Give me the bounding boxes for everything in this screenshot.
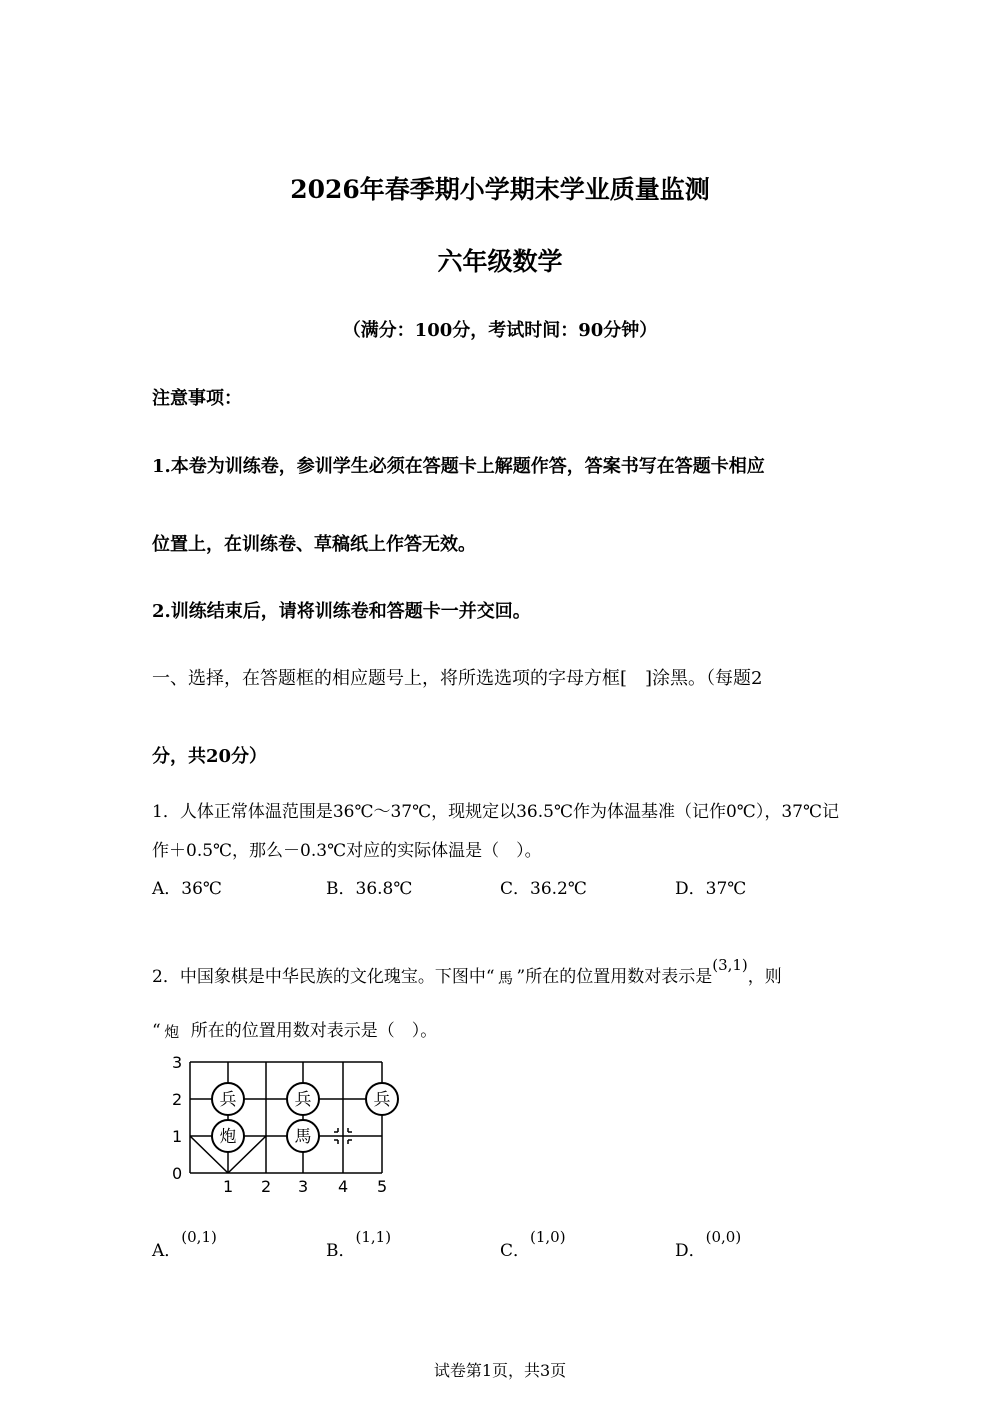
y-label-2: 2 xyxy=(172,1090,183,1109)
question-1-option-b: B．36.8℃ xyxy=(326,879,413,899)
x-label-2: 2 xyxy=(261,1177,272,1196)
section-1-instructions-line-2: 分，共20分） xyxy=(152,746,268,767)
svg-text:兵: 兵 xyxy=(294,1090,312,1110)
svg-text:馬: 馬 xyxy=(294,1127,312,1147)
svg-text:炮: 炮 xyxy=(219,1127,237,1147)
horse-coordinate: (3,1) xyxy=(712,956,748,974)
piece-cannon xyxy=(212,1120,244,1152)
question-2-option-d: D．(0,0) xyxy=(675,1228,742,1261)
x-label-3: 3 xyxy=(298,1177,309,1196)
svg-text:兵: 兵 xyxy=(219,1090,237,1110)
exam-subtitle: 六年级数学 xyxy=(437,247,563,276)
piece-soldier-1 xyxy=(212,1083,244,1115)
horse-piece-inline: 馬 xyxy=(498,968,514,987)
cannon-piece-inline: 炮 xyxy=(164,1022,180,1041)
y-label-0: 0 xyxy=(172,1164,183,1183)
svg-text:兵: 兵 xyxy=(373,1090,391,1110)
piece-soldier-2 xyxy=(287,1083,319,1115)
question-2-option-b: B．(1,1) xyxy=(326,1228,392,1261)
question-1-line-2: 作＋0.5℃，那么－0.3℃对应的实际体温是（ ）。 xyxy=(152,841,542,861)
x-label-1: 1 xyxy=(223,1177,234,1196)
question-2-line-1: 2．中国象棋是中华民族的文化瑰宝。下图中“ 馬 ”所在的位置用数对表示是(3,1)，则 xyxy=(152,956,782,987)
piece-horse xyxy=(287,1120,319,1152)
question-2-option-c: C．(1,0) xyxy=(500,1228,566,1261)
notice-heading: 注意事项： xyxy=(152,388,242,409)
question-1-line-1: 1．人体正常体温范围是36℃～37℃，现规定以36.5℃作为体温基准（记作0℃），37℃记 xyxy=(152,802,839,822)
x-label-5: 5 xyxy=(377,1177,388,1196)
x-label-4: 4 xyxy=(338,1177,349,1196)
question-1-option-a: A．36℃ xyxy=(152,879,222,899)
notice-item-2: 2.训练结束后，请将训练卷和答题卡一并交回。 xyxy=(152,601,531,622)
section-1-instructions-line-1: 一、选择，在答题框的相应题号上，将所选选项的字母方框[ ]涂黑。（每题2 xyxy=(152,668,763,689)
question-1-option-c: C．36.2℃ xyxy=(500,879,587,899)
question-1-option-d: D．37℃ xyxy=(675,879,747,899)
exam-title: 2026年春季期小学期末学业质量监测 xyxy=(290,175,710,204)
chess-board-diagram xyxy=(160,1048,410,1198)
question-2-option-a: A．(0,1) xyxy=(152,1228,217,1261)
y-label-3: 3 xyxy=(172,1053,183,1072)
question-2-line-2: “ 炮 所在的位置用数对表示是（ ）。 xyxy=(152,1021,438,1041)
exam-meta: （满分：100分，考试时间：90分钟） xyxy=(342,320,658,341)
notice-item-1-line-1: 1.本卷为训练卷，参训学生必须在答题卡上解题作答，答案书写在答题卡相应 xyxy=(152,456,765,477)
page-footer: 试卷第1页，共3页 xyxy=(433,1361,567,1380)
y-label-1: 1 xyxy=(172,1127,183,1146)
notice-item-1-line-2: 位置上，在训练卷、草稿纸上作答无效。 xyxy=(152,534,476,555)
piece-soldier-3 xyxy=(366,1083,398,1115)
